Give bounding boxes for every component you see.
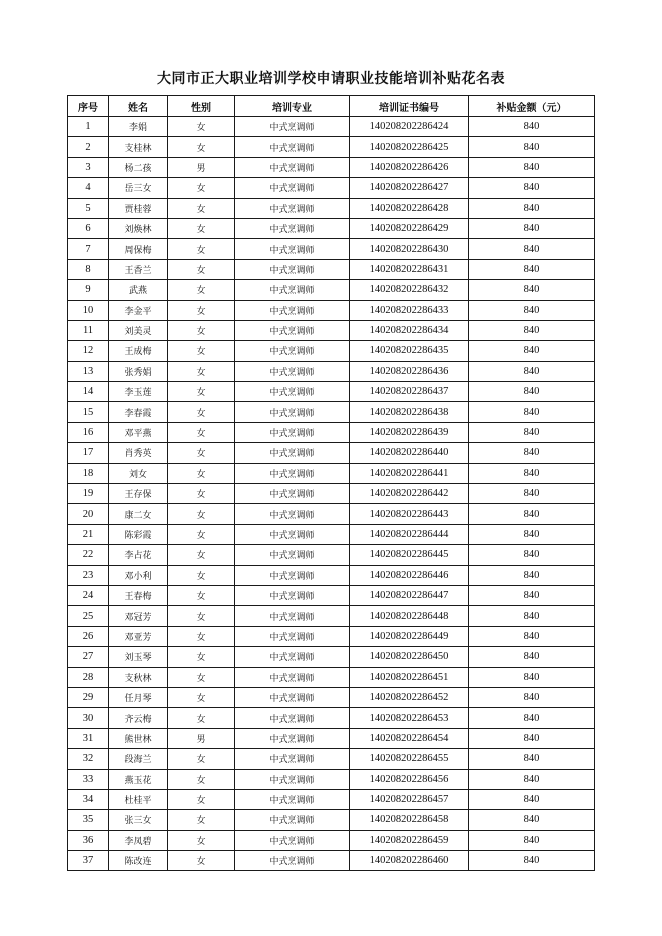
cell-specialty: 中式烹调师	[235, 259, 350, 279]
cell-specialty: 中式烹调师	[235, 300, 350, 320]
cell-amount: 840	[469, 422, 595, 442]
cell-index: 22	[68, 545, 109, 565]
cell-amount: 840	[469, 259, 595, 279]
header-cell-certificate: 培训证书编号	[350, 96, 469, 117]
cell-specialty: 中式烹调师	[235, 647, 350, 667]
cell-specialty: 中式烹调师	[235, 728, 350, 748]
cell-name: 李金平	[109, 300, 168, 320]
cell-index: 21	[68, 524, 109, 544]
cell-amount: 840	[469, 565, 595, 585]
cell-amount: 840	[469, 647, 595, 667]
cell-index: 24	[68, 585, 109, 605]
table-row	[68, 484, 595, 504]
cell-index: 33	[68, 769, 109, 789]
table-row	[68, 157, 595, 177]
cell-certificate: 140208202286449	[350, 626, 469, 646]
cell-certificate: 140208202286460	[350, 851, 469, 871]
cell-index: 7	[68, 239, 109, 259]
table-row	[68, 749, 595, 769]
cell-name: 李春霞	[109, 402, 168, 422]
table-row	[68, 851, 595, 871]
cell-specialty: 中式烹调师	[235, 320, 350, 340]
cell-certificate: 140208202286433	[350, 300, 469, 320]
cell-index: 25	[68, 606, 109, 626]
cell-gender: 女	[168, 585, 235, 605]
cell-specialty: 中式烹调师	[235, 178, 350, 198]
cell-certificate: 140208202286429	[350, 218, 469, 238]
cell-index: 31	[68, 728, 109, 748]
cell-specialty: 中式烹调师	[235, 687, 350, 707]
cell-certificate: 140208202286425	[350, 137, 469, 157]
cell-certificate: 140208202286450	[350, 647, 469, 667]
cell-amount: 840	[469, 178, 595, 198]
cell-gender: 女	[168, 218, 235, 238]
cell-index: 37	[68, 851, 109, 871]
cell-index: 10	[68, 300, 109, 320]
cell-specialty: 中式烹调师	[235, 524, 350, 544]
cell-gender: 女	[168, 259, 235, 279]
cell-certificate: 140208202286434	[350, 320, 469, 340]
cell-gender: 女	[168, 626, 235, 646]
subsidy-roster-table	[67, 95, 595, 871]
table-header	[68, 96, 595, 117]
cell-name: 陈改连	[109, 851, 168, 871]
cell-amount: 840	[469, 667, 595, 687]
cell-certificate: 140208202286453	[350, 708, 469, 728]
cell-amount: 840	[469, 749, 595, 769]
cell-index: 27	[68, 647, 109, 667]
cell-name: 熊世林	[109, 728, 168, 748]
cell-name: 邓冠芳	[109, 606, 168, 626]
cell-certificate: 140208202286443	[350, 504, 469, 524]
cell-name: 贾桂蓉	[109, 198, 168, 218]
cell-gender: 女	[168, 463, 235, 483]
cell-name: 邓亚芳	[109, 626, 168, 646]
cell-name: 王成梅	[109, 341, 168, 361]
table-body	[68, 117, 595, 871]
cell-name: 张秀娟	[109, 361, 168, 381]
cell-amount: 840	[469, 545, 595, 565]
cell-certificate: 140208202286426	[350, 157, 469, 177]
cell-specialty: 中式烹调师	[235, 361, 350, 381]
table-row	[68, 218, 595, 238]
cell-gender: 女	[168, 545, 235, 565]
cell-specialty: 中式烹调师	[235, 810, 350, 830]
cell-amount: 840	[469, 687, 595, 707]
cell-certificate: 140208202286430	[350, 239, 469, 259]
cell-gender: 女	[168, 789, 235, 809]
cell-certificate: 140208202286456	[350, 769, 469, 789]
cell-gender: 女	[168, 504, 235, 524]
cell-name: 支秋林	[109, 667, 168, 687]
cell-gender: 女	[168, 443, 235, 463]
cell-amount: 840	[469, 443, 595, 463]
cell-certificate: 140208202286459	[350, 830, 469, 850]
cell-index: 17	[68, 443, 109, 463]
table-row	[68, 789, 595, 809]
table-row	[68, 259, 595, 279]
table-row	[68, 117, 595, 137]
cell-specialty: 中式烹调师	[235, 341, 350, 361]
cell-index: 16	[68, 422, 109, 442]
cell-index: 11	[68, 320, 109, 340]
cell-certificate: 140208202286440	[350, 443, 469, 463]
cell-specialty: 中式烹调师	[235, 585, 350, 605]
cell-index: 23	[68, 565, 109, 585]
cell-specialty: 中式烹调师	[235, 769, 350, 789]
cell-certificate: 140208202286441	[350, 463, 469, 483]
cell-index: 32	[68, 749, 109, 769]
cell-index: 19	[68, 484, 109, 504]
cell-index: 28	[68, 667, 109, 687]
table-row	[68, 810, 595, 830]
table-row	[68, 137, 595, 157]
cell-gender: 女	[168, 178, 235, 198]
cell-amount: 840	[469, 280, 595, 300]
table-row	[68, 361, 595, 381]
cell-name: 陈彩霞	[109, 524, 168, 544]
table-row	[68, 443, 595, 463]
table-row	[68, 708, 595, 728]
cell-amount: 840	[469, 463, 595, 483]
cell-amount: 840	[469, 789, 595, 809]
cell-gender: 女	[168, 769, 235, 789]
cell-certificate: 140208202286451	[350, 667, 469, 687]
cell-amount: 840	[469, 606, 595, 626]
cell-index: 9	[68, 280, 109, 300]
cell-certificate: 140208202286439	[350, 422, 469, 442]
cell-name: 齐云梅	[109, 708, 168, 728]
cell-certificate: 140208202286455	[350, 749, 469, 769]
cell-index: 36	[68, 830, 109, 850]
cell-specialty: 中式烹调师	[235, 749, 350, 769]
cell-name: 王春梅	[109, 585, 168, 605]
cell-gender: 女	[168, 198, 235, 218]
cell-amount: 840	[469, 198, 595, 218]
cell-certificate: 140208202286442	[350, 484, 469, 504]
cell-certificate: 140208202286431	[350, 259, 469, 279]
cell-amount: 840	[469, 157, 595, 177]
cell-name: 刘焕林	[109, 218, 168, 238]
cell-name: 周保梅	[109, 239, 168, 259]
table-row	[68, 565, 595, 585]
cell-gender: 女	[168, 484, 235, 504]
table-row	[68, 545, 595, 565]
cell-index: 18	[68, 463, 109, 483]
cell-gender: 女	[168, 647, 235, 667]
cell-certificate: 140208202286438	[350, 402, 469, 422]
table-row	[68, 341, 595, 361]
cell-specialty: 中式烹调师	[235, 545, 350, 565]
cell-amount: 840	[469, 218, 595, 238]
cell-index: 8	[68, 259, 109, 279]
cell-gender: 女	[168, 708, 235, 728]
cell-gender: 女	[168, 361, 235, 381]
cell-name: 肖秀英	[109, 443, 168, 463]
table-row	[68, 830, 595, 850]
document-title: 大同市正大职业培训学校申请职业技能培训补贴花名表	[157, 71, 505, 87]
cell-certificate: 140208202286446	[350, 565, 469, 585]
cell-certificate: 140208202286432	[350, 280, 469, 300]
cell-index: 30	[68, 708, 109, 728]
cell-gender: 女	[168, 606, 235, 626]
table-row	[68, 280, 595, 300]
table-row	[68, 728, 595, 748]
table-row	[68, 524, 595, 544]
cell-certificate: 140208202286447	[350, 585, 469, 605]
cell-specialty: 中式烹调师	[235, 504, 350, 524]
cell-specialty: 中式烹调师	[235, 280, 350, 300]
cell-name: 杨二孩	[109, 157, 168, 177]
cell-amount: 840	[469, 402, 595, 422]
cell-amount: 840	[469, 117, 595, 137]
cell-specialty: 中式烹调师	[235, 198, 350, 218]
table-row	[68, 504, 595, 524]
cell-gender: 女	[168, 851, 235, 871]
cell-specialty: 中式烹调师	[235, 137, 350, 157]
cell-specialty: 中式烹调师	[235, 382, 350, 402]
cell-name: 邓小利	[109, 565, 168, 585]
cell-gender: 女	[168, 320, 235, 340]
cell-amount: 840	[469, 137, 595, 157]
cell-name: 燕玉花	[109, 769, 168, 789]
cell-specialty: 中式烹调师	[235, 626, 350, 646]
cell-specialty: 中式烹调师	[235, 851, 350, 871]
cell-gender: 女	[168, 810, 235, 830]
cell-amount: 840	[469, 708, 595, 728]
header-cell-amount: 补贴金额（元）	[469, 96, 595, 117]
cell-name: 任月琴	[109, 687, 168, 707]
cell-amount: 840	[469, 300, 595, 320]
cell-certificate: 140208202286445	[350, 545, 469, 565]
cell-name: 岳三女	[109, 178, 168, 198]
cell-index: 20	[68, 504, 109, 524]
cell-specialty: 中式烹调师	[235, 830, 350, 850]
cell-amount: 840	[469, 382, 595, 402]
cell-gender: 女	[168, 830, 235, 850]
cell-gender: 男	[168, 728, 235, 748]
cell-gender: 女	[168, 422, 235, 442]
cell-amount: 840	[469, 239, 595, 259]
cell-gender: 女	[168, 341, 235, 361]
table-row	[68, 178, 595, 198]
cell-certificate: 140208202286454	[350, 728, 469, 748]
cell-specialty: 中式烹调师	[235, 708, 350, 728]
cell-specialty: 中式烹调师	[235, 239, 350, 259]
cell-index: 26	[68, 626, 109, 646]
header-cell-index: 序号	[68, 96, 109, 117]
cell-specialty: 中式烹调师	[235, 402, 350, 422]
cell-gender: 女	[168, 749, 235, 769]
cell-gender: 女	[168, 524, 235, 544]
cell-specialty: 中式烹调师	[235, 422, 350, 442]
cell-amount: 840	[469, 769, 595, 789]
table-row	[68, 402, 595, 422]
cell-index: 5	[68, 198, 109, 218]
cell-index: 29	[68, 687, 109, 707]
cell-gender: 女	[168, 280, 235, 300]
cell-name: 李玉莲	[109, 382, 168, 402]
cell-name: 李占花	[109, 545, 168, 565]
cell-certificate: 140208202286448	[350, 606, 469, 626]
cell-index: 6	[68, 218, 109, 238]
cell-name: 支桂林	[109, 137, 168, 157]
table-row	[68, 239, 595, 259]
cell-index: 12	[68, 341, 109, 361]
cell-amount: 840	[469, 361, 595, 381]
cell-certificate: 140208202286436	[350, 361, 469, 381]
cell-name: 张三女	[109, 810, 168, 830]
header-cell-name: 姓名	[109, 96, 168, 117]
cell-name: 杜桂平	[109, 789, 168, 809]
cell-amount: 840	[469, 626, 595, 646]
cell-gender: 男	[168, 157, 235, 177]
cell-certificate: 140208202286435	[350, 341, 469, 361]
cell-gender: 女	[168, 137, 235, 157]
cell-specialty: 中式烹调师	[235, 157, 350, 177]
cell-name: 武燕	[109, 280, 168, 300]
cell-name: 王存保	[109, 484, 168, 504]
cell-index: 34	[68, 789, 109, 809]
cell-name: 李娟	[109, 117, 168, 137]
cell-amount: 840	[469, 810, 595, 830]
cell-amount: 840	[469, 341, 595, 361]
cell-index: 3	[68, 157, 109, 177]
cell-name: 刘玉琴	[109, 647, 168, 667]
table-row	[68, 382, 595, 402]
cell-amount: 840	[469, 830, 595, 850]
table-row	[68, 320, 595, 340]
table-row	[68, 300, 595, 320]
cell-specialty: 中式烹调师	[235, 117, 350, 137]
cell-index: 14	[68, 382, 109, 402]
cell-name: 王香兰	[109, 259, 168, 279]
cell-name: 刘女	[109, 463, 168, 483]
cell-specialty: 中式烹调师	[235, 463, 350, 483]
cell-name: 邓平燕	[109, 422, 168, 442]
cell-index: 2	[68, 137, 109, 157]
table-row	[68, 647, 595, 667]
table-row	[68, 422, 595, 442]
table-row	[68, 667, 595, 687]
cell-gender: 女	[168, 239, 235, 259]
table-row	[68, 198, 595, 218]
cell-gender: 女	[168, 687, 235, 707]
table-row	[68, 463, 595, 483]
cell-index: 15	[68, 402, 109, 422]
cell-certificate: 140208202286428	[350, 198, 469, 218]
cell-amount: 840	[469, 585, 595, 605]
table-row	[68, 769, 595, 789]
cell-specialty: 中式烹调师	[235, 565, 350, 585]
cell-gender: 女	[168, 382, 235, 402]
cell-specialty: 中式烹调师	[235, 218, 350, 238]
cell-specialty: 中式烹调师	[235, 667, 350, 687]
cell-certificate: 140208202286424	[350, 117, 469, 137]
cell-certificate: 140208202286427	[350, 178, 469, 198]
table-row	[68, 606, 595, 626]
table-row	[68, 687, 595, 707]
cell-amount: 840	[469, 484, 595, 504]
cell-certificate: 140208202286458	[350, 810, 469, 830]
cell-gender: 女	[168, 402, 235, 422]
header-cell-gender: 性别	[168, 96, 235, 117]
cell-amount: 840	[469, 320, 595, 340]
cell-index: 13	[68, 361, 109, 381]
cell-certificate: 140208202286452	[350, 687, 469, 707]
table-row	[68, 626, 595, 646]
cell-name: 康二女	[109, 504, 168, 524]
cell-index: 1	[68, 117, 109, 137]
cell-index: 4	[68, 178, 109, 198]
cell-amount: 840	[469, 524, 595, 544]
cell-specialty: 中式烹调师	[235, 789, 350, 809]
cell-amount: 840	[469, 504, 595, 524]
cell-specialty: 中式烹调师	[235, 606, 350, 626]
cell-gender: 女	[168, 565, 235, 585]
cell-certificate: 140208202286457	[350, 789, 469, 809]
cell-specialty: 中式烹调师	[235, 484, 350, 504]
table-row	[68, 585, 595, 605]
cell-index: 35	[68, 810, 109, 830]
cell-name: 刘美灵	[109, 320, 168, 340]
cell-specialty: 中式烹调师	[235, 443, 350, 463]
cell-gender: 女	[168, 300, 235, 320]
cell-name: 李凤碧	[109, 830, 168, 850]
header-cell-specialty: 培训专业	[235, 96, 350, 117]
cell-certificate: 140208202286444	[350, 524, 469, 544]
cell-name: 段海兰	[109, 749, 168, 769]
cell-amount: 840	[469, 728, 595, 748]
header-row	[68, 96, 595, 117]
cell-certificate: 140208202286437	[350, 382, 469, 402]
cell-gender: 女	[168, 667, 235, 687]
cell-gender: 女	[168, 117, 235, 137]
cell-amount: 840	[469, 851, 595, 871]
